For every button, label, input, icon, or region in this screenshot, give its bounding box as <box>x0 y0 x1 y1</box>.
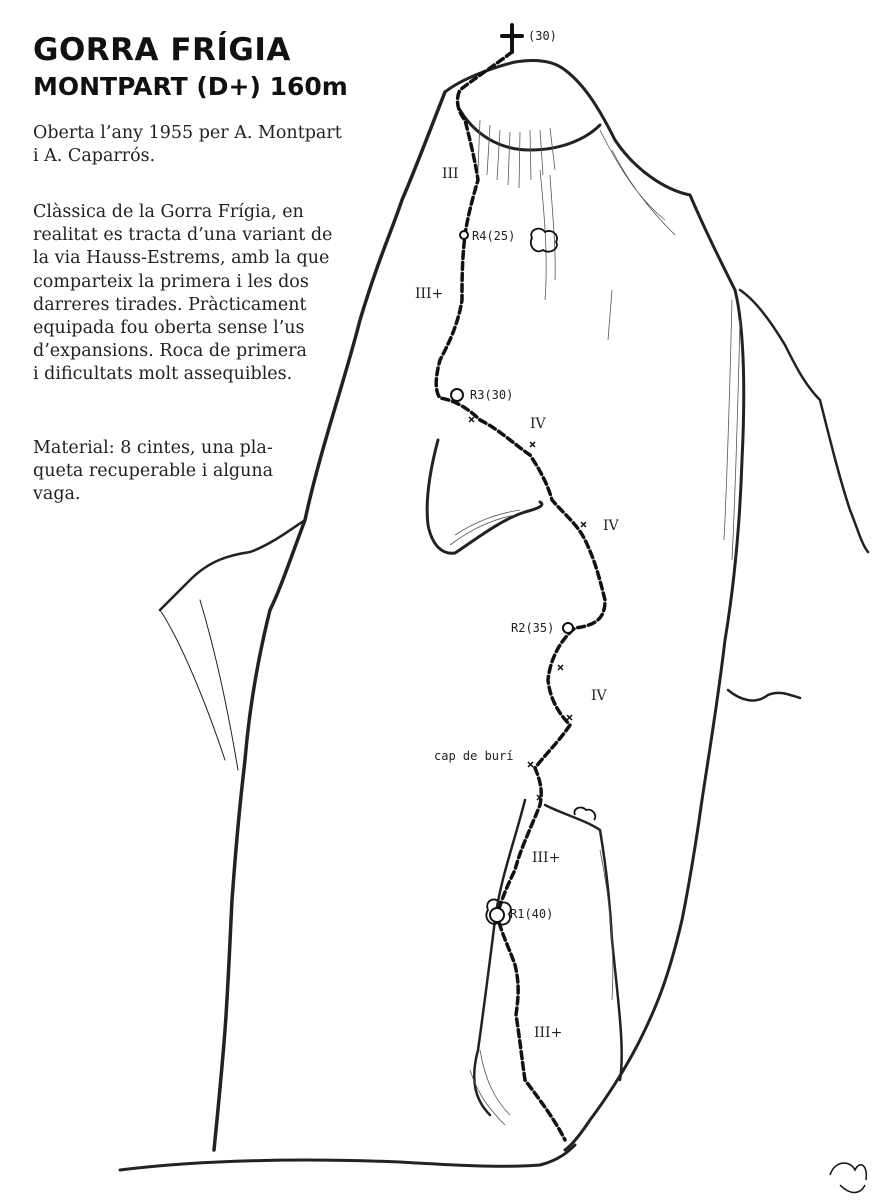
route-title: GORRA FRÍGIA <box>33 32 291 68</box>
classic-line: comparteix la primera i les dos <box>33 271 309 292</box>
feature-label: cap de burí <box>434 749 514 763</box>
classic-line: equipada fou oberta sense l’us <box>33 318 305 339</box>
rock-shoulder-lines <box>160 600 238 770</box>
opening-paragraph <box>33 122 363 168</box>
rock-outline-top <box>445 60 690 195</box>
rock-ledge-right <box>728 690 800 700</box>
belay-r2-icon <box>563 623 573 633</box>
route-line <box>436 52 605 1140</box>
classic-paragraph <box>33 201 363 387</box>
grade-label: IV <box>591 688 607 704</box>
signature-icon <box>830 1163 866 1192</box>
material-line: queta recuperable i alguna <box>33 461 274 482</box>
belay-r1-label: R1(40) <box>510 907 554 921</box>
summit-cross-icon <box>502 25 522 52</box>
rock-shoulder-left <box>160 520 305 610</box>
belay-r3-label: R3(30) <box>470 388 514 402</box>
route-subtitle: MONTPART (D+) 160m <box>33 72 348 101</box>
belay-r1-icon <box>490 908 504 922</box>
rock-buttress <box>474 800 525 1115</box>
grade-label: III+ <box>415 286 444 302</box>
rock-outline-right <box>565 195 744 1150</box>
summit-label: (30) <box>528 29 557 43</box>
rock-cave <box>427 440 542 553</box>
bolt-icons <box>469 417 586 800</box>
classic-line: Clàssica de la Gorra Frígia, en <box>33 202 304 222</box>
grade-label: IV <box>530 416 546 432</box>
rock-base <box>120 1145 575 1170</box>
grade-label: III+ <box>534 1025 563 1041</box>
belay-r4-label: R4(25) <box>472 229 516 243</box>
classic-line: la via Hauss-Estrems, amb la que <box>33 248 330 269</box>
grade-label: III <box>442 166 459 182</box>
rock-ridge-right <box>740 290 868 552</box>
belay-r2-label: R2(35) <box>511 621 555 635</box>
belay-r4-icon <box>460 231 468 239</box>
material-paragraph <box>33 437 363 507</box>
grade-label: IV <box>603 518 619 534</box>
grade-label: III+ <box>532 850 561 866</box>
opening-line: i A. Caparrós. <box>33 146 156 167</box>
material-line: Material: 8 cintes, una pla- <box>33 438 273 458</box>
opening-line: Oberta l’any 1955 per A. Montpart <box>33 123 342 143</box>
classic-line: darreres tirades. Pràcticament <box>33 294 307 315</box>
belay-r3-icon <box>451 389 463 401</box>
classic-line: realitat es tracta d’una variant de <box>33 225 333 246</box>
material-line: vaga. <box>33 484 81 505</box>
classic-line: d’expansions. Roca de primera <box>33 341 307 362</box>
classic-line: i dificultats molt assequibles. <box>33 364 293 385</box>
